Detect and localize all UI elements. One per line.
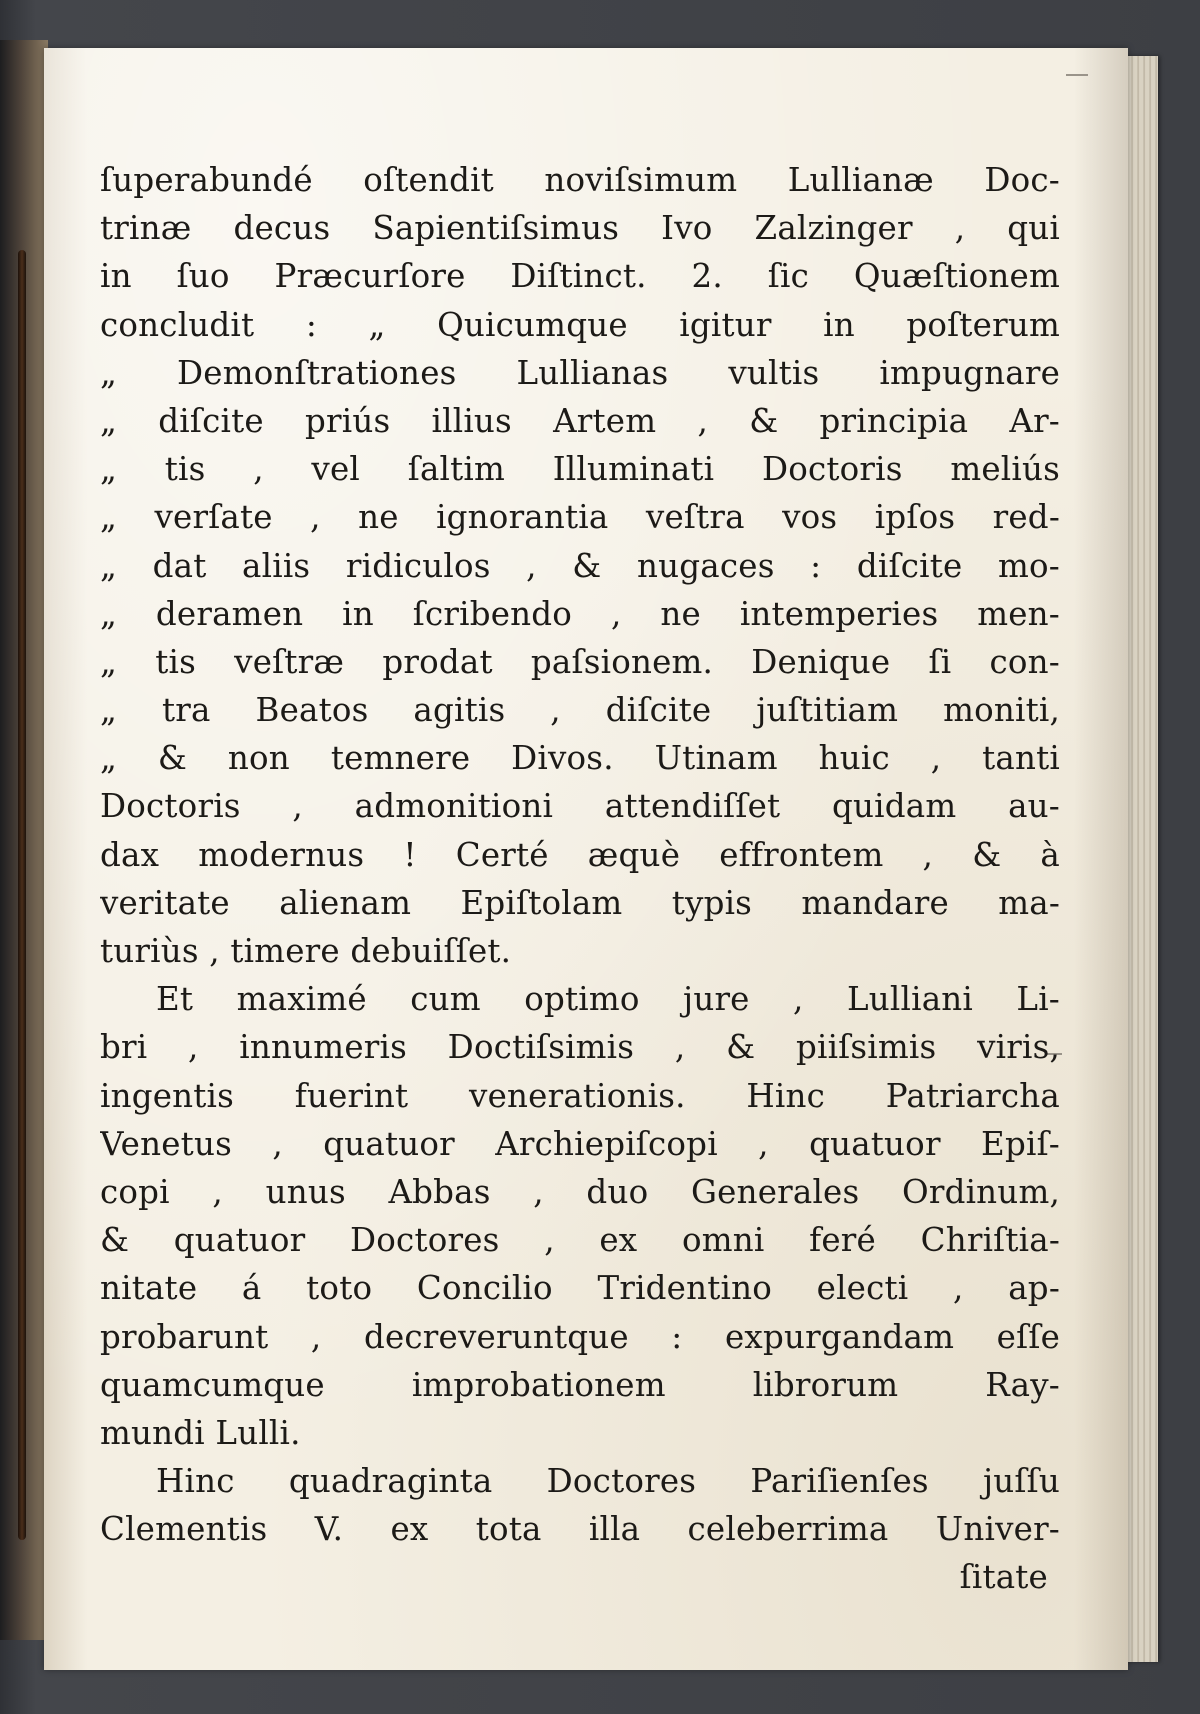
- text-line: probarunt , decreveruntque : expurgandam eſſe: [100, 1317, 1060, 1356]
- text-line: „ diſcite priús illius Artem , & principia Ar-: [100, 401, 1060, 440]
- binding-thread: [18, 250, 26, 1540]
- text-line: trinæ decus Sapientiſsimus Ivo Zalzinger , qui: [100, 209, 1060, 248]
- text-line: Et maximé cum optimo jure , Lulliani Li-: [156, 980, 1060, 1019]
- text-line: „ tis veſtræ prodat paſsionem. Denique ſi con-: [100, 642, 1060, 681]
- text-line: „ tra Beatos agitis , diſcite juſtitiam moniti,: [100, 691, 1060, 730]
- text-line: Doctoris , admonitioni attendiſſet quidam au-: [100, 787, 1060, 826]
- text-line: Venetus , quatuor Archiepiſcopi , quatuor Epiſ-: [100, 1124, 1060, 1163]
- text-line: bri , innumeris Doctiſsimis , & piiſsimis viris,: [100, 1028, 1060, 1067]
- text-line: concludit : „ Quicumque igitur in poſterum: [100, 305, 1060, 344]
- text-line: ingentis fuerint venerationis. Hinc Patriarcha: [100, 1076, 1060, 1115]
- text-line: copi , unus Abbas , duo Generales Ordinum,: [100, 1172, 1060, 1211]
- text-line: nitate á toto Concilio Tridentino electi , ap-: [100, 1269, 1060, 1308]
- text-line: quamcumque improbationem librorum Ray-: [100, 1365, 1060, 1404]
- catchword: ſitate: [959, 1558, 1048, 1597]
- text-line: „ dat aliis ridiculos , & nugaces : diſcite mo-: [100, 546, 1060, 585]
- body-text: [100, 156, 1060, 1602]
- text-line: „ tis , vel ſaltim Illuminati Doctoris meliús: [100, 450, 1060, 489]
- text-line: mundi Lulli.: [100, 1413, 301, 1452]
- text-line: dax modernus ! Certé æquè effrontem , & à: [100, 835, 1060, 874]
- text-line: „ verſate , ne ignorantia veſtra vos ipſos red-: [100, 498, 1060, 537]
- text-line: in ſuo Præcurſore Diſtinct. 2. ſic Quæſtionem: [100, 257, 1060, 296]
- text-line: Hinc quadraginta Doctores Pariſienſes juſſu: [156, 1462, 1060, 1501]
- text-line: ſuperabundé oſtendit noviſsimum Lullianæ Doc-: [100, 161, 1060, 199]
- text-line: „ Demonſtrationes Lullianas vultis impugnare: [100, 353, 1060, 392]
- text-line: „ & non temnere Divos. Utinam huic , tanti: [100, 739, 1060, 778]
- text-line: Clementis V. ex tota illa celeberrima Univer-: [100, 1510, 1060, 1549]
- pencil-mark: [1066, 74, 1088, 76]
- text-line: turiùs , timere debuiſſet.: [100, 932, 512, 970]
- text-line: & quatuor Doctores , ex omni feré Chriſtia-: [100, 1221, 1060, 1260]
- text-line: veritate alienam Epiſtolam typis mandare ma-: [100, 883, 1060, 922]
- text-line: „ deramen in ſcribendo , ne intemperies men-: [100, 594, 1060, 633]
- paper-page: [44, 48, 1128, 1670]
